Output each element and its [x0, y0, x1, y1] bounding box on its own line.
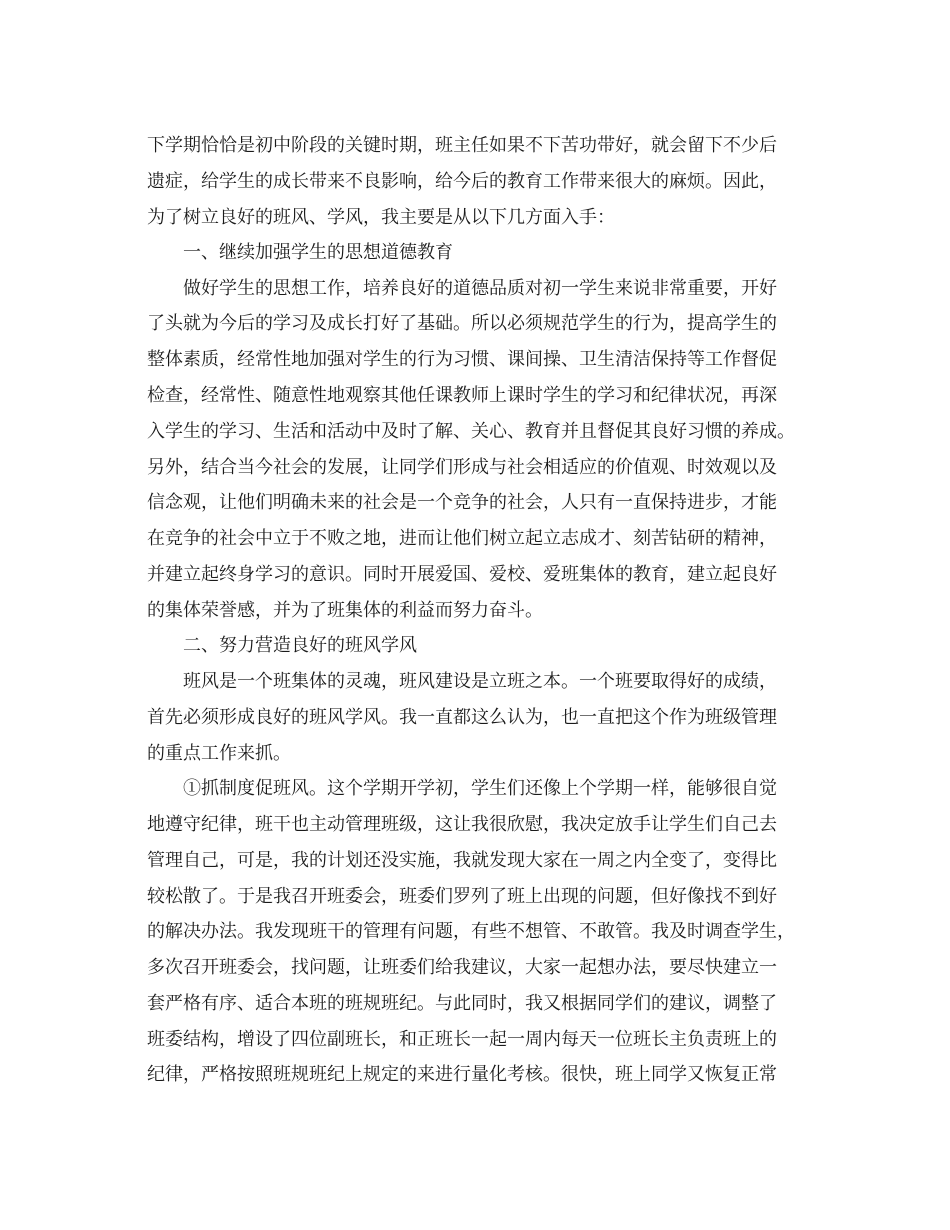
paragraph-line: 的解决办法。我发现班干的管理有问题，有些不想管、不敢管。我及时调查学生， [147, 921, 795, 942]
paragraph-line: 检查，经常性、随意性地观察其他任课教师上课时学生的学习和纪律状况，再深 [147, 385, 777, 406]
paragraph-line: 遗症，给学生的成长带来不良影响，给今后的教育工作带来很大的麻烦。因此， [147, 171, 777, 192]
paragraph-line: 在竞争的社会中立于不败之地，进而让他们树立起立志成才、刻苦钻研的精神， [147, 528, 777, 549]
paragraph-line: 的重点工作来抓。 [147, 743, 291, 764]
paragraph-line: 入学生的学习、生活和活动中及时了解、关心、教育并且督促其良好习惯的养成。 [147, 421, 795, 442]
paragraph-line: 另外，结合当今社会的发展，让同学们形成与社会相适应的价值观、时效观以及 [147, 457, 777, 478]
section-heading-2: 二、努力营造良好的班风学风 [183, 635, 417, 656]
paragraph-line: 为了树立良好的班风、学风，我主要是从以下几方面入手： [147, 207, 615, 228]
paragraph-line: 做好学生的思想工作，培养良好的道德品质对初一学生来说非常重要，开好 [183, 278, 777, 299]
paragraph-line: 的集体荣誉感，并为了班集体的利益而努力奋斗。 [147, 600, 543, 621]
paragraph-line: 套严格有序、适合本班的班规班纪。与此同时，我又根据同学们的建议，调整了 [147, 993, 777, 1014]
paragraph-line: ①抓制度促班风。这个学期开学初，学生们还像上个学期一样，能够很自觉 [183, 778, 777, 799]
paragraph-line: 较松散了。于是我召开班委会，班委们罗列了班上出现的问题，但好像找不到好 [147, 886, 777, 907]
paragraph-line: 首先必须形成良好的班风学风。我一直都这么认为，也一直把这个作为班级管理 [147, 707, 777, 728]
paragraph-line: 地遵守纪律，班干也主动管理班级，这让我很欣慰，我决定放手让学生们自己去 [147, 814, 777, 835]
paragraph-line: 管理自己，可是，我的计划还没实施，我就发现大家在一周之内全变了，变得比 [147, 850, 777, 871]
section-heading-1: 一、继续加强学生的思想道德教育 [183, 242, 453, 263]
paragraph-line: 并建立起终身学习的意识。同时开展爱国、爱校、爱班集体的教育，建立起良好 [147, 564, 777, 585]
paragraph-line: 班委结构，增设了四位副班长，和正班长一起一周内每天一位班长主负责班上的 [147, 1029, 777, 1050]
paragraph-line: 多次召开班委会，找问题，让班委们给我建议，大家一起想办法，要尽快建立一 [147, 957, 777, 978]
paragraph-line: 纪律，严格按照班规班纪上规定的来进行量化考核。很快，班上同学又恢复正常 [147, 1064, 777, 1085]
paragraph-line: 下学期恰恰是初中阶段的关键时期，班主任如果不下苦功带好，就会留下不少后 [147, 135, 777, 156]
paragraph-line: 信念观，让他们明确未来的社会是一个竞争的社会，人只有一直保持进步，才能 [147, 492, 777, 513]
paragraph-line: 整体素质，经常性地加强对学生的行为习惯、课间操、卫生清洁保持等工作督促 [147, 349, 777, 370]
paragraph-line: 班风是一个班集体的灵魂，班风建设是立班之本。一个班要取得好的成绩， [183, 671, 777, 692]
paragraph-line: 了头就为今后的学习及成长打好了基础。所以必须规范学生的行为，提高学生的 [147, 313, 777, 334]
